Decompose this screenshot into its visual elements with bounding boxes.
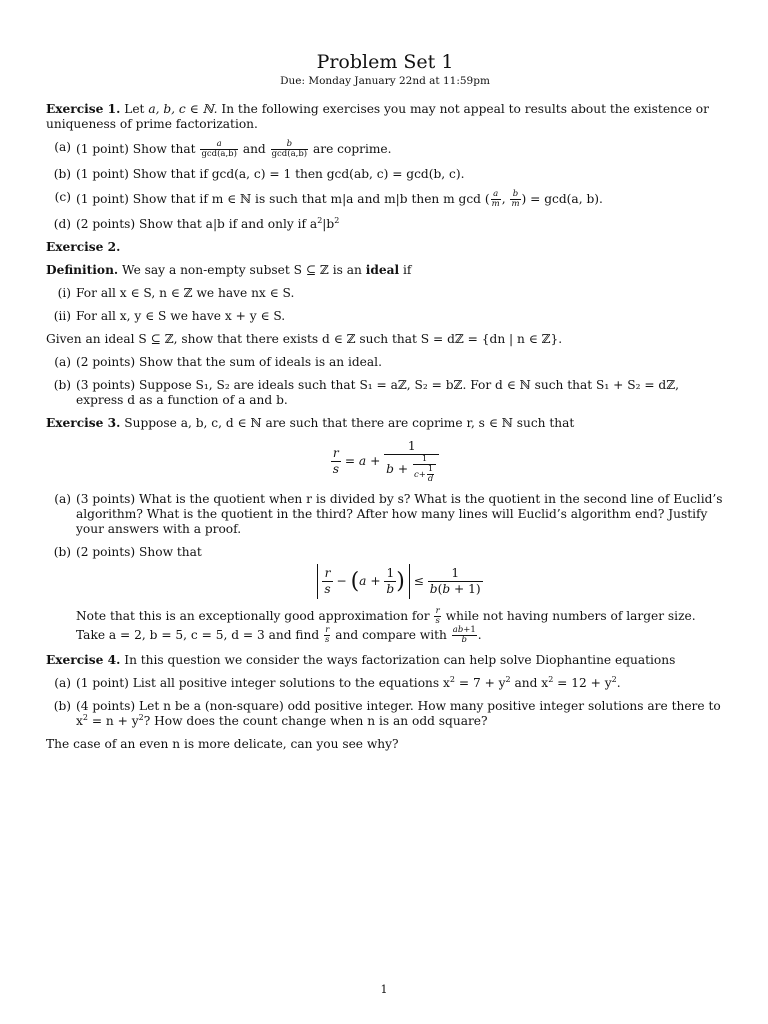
exercise-2b: (b) (3 points) Suppose S₁, S₂ are ideals such that S₁ = aℤ, S₂ = bℤ. For d ∈ ℕ such that S₁ + S₂ = dℤ, express d as a function of a and b. [53,378,680,407]
closing-remark: The case of an even n is more delicate, can you see why? [46,737,399,751]
exercise-2-parts [46,355,724,408]
exercise-3-heading: Exercise 3. [46,416,121,430]
document-page [46,50,724,760]
approximation-inequality: $\frac{r}{s}$ − (a + $\frac{1}{b}$ ) ≤ $\frac{1}{b(b + 1)}$ [76,564,724,599]
definition-conditions [46,286,724,324]
exercise-1d: (d) (2 points) Show that a|b if and only if $a^2|b^2$ [53,215,340,231]
page-title: Problem Set 1 [316,51,454,73]
condition-ii: (ii) For all x, y ∈ S we have x + y ∈ S. [53,309,286,323]
exercise-4-parts [46,676,724,729]
fraction-a-over-gcd: $\frac{a}{\gcd(a,b)}$ [201,139,237,159]
exercise-2-heading: Exercise 2. [46,240,121,254]
exercise-1-heading: Exercise 1. [46,102,121,116]
condition-i: (i) For all x ∈ S, n ∈ ℤ we have nx ∈ S. [57,286,295,300]
exercise-4-heading: Exercise 4. [46,653,121,667]
exercise-4-intro: Exercise 4. In this question we consider the ways factorization can help solve Diophantine equations [46,653,676,667]
exercise-1c: (c) (1 point) Show that if m ∈ ℕ is such that m|a and m|b then m gcd ( $\frac{a}{m}$ , $\frac{b}{m}$ ) = gcd(a, b). [54,189,603,209]
exercise-1-intro: Exercise 1. Let a, b, c ∈ ℕ. In the following exercises you may not appeal to results about the existence or uniqueness of prime factorization. [46,102,709,131]
fraction-b-over-gcd: $\frac{b}{\gcd(a,b)}$ [271,139,308,159]
exercise-3a: (a) (3 points) What is the quotient when r is divided by s? What is the quotient in the second line of Euclid’s algorithm? What is the quotient in the third? After how many lines will Euclid’s algorithm end? Justify your answers with a proof. [54,492,723,536]
exercise-4a: (a) (1 point) List all positive integer solutions to the equations $x^2 = 7 + y^2$ and $x^2 = 12 + y^2$. [54,674,621,690]
exercise-2-given: Given an ideal S ⊆ ℤ, show that there exists d ∈ ℤ such that S = dℤ = {dn | n ∈ ℤ}. [46,332,563,346]
exercise-2-heading-line [46,240,724,255]
exercise-1b: (b) (1 point) Show that if gcd(a, c) = 1 then gcd(ab, c) = gcd(b, c). [53,167,465,181]
exercise-3-parts [46,492,724,645]
page-number: 1 [380,983,388,996]
fraction-b-over-m: $\frac{b}{m}$ [511,189,520,209]
definition: Definition. We say a non-empty subset S ⊆ ℤ is an ideal if [46,263,412,277]
exercise-2a: (a) (2 points) Show that the sum of ideals is an ideal. [54,355,382,369]
exercise-4b: (b) (4 points) Let n be a (non-square) odd positive integer. How many positive integer solutions are there to $x^2 = n + y^2$? How does the count change when n is an odd square? [53,699,721,728]
exercise-1-parts [46,140,724,232]
fraction-a-over-m: $\frac{a}{m}$ [491,189,500,209]
continued-fraction-equation: $\frac{r}{s}$ = a + 1 b + 1 c+ $\frac{1}{d}$ [46,439,724,484]
exercise-3-intro: Exercise 3. Suppose a, b, c, d ∈ ℕ are such that there are coprime r, s ∈ ℕ such that [46,416,575,430]
exercise-1a: (a) (1 point) Show that $\frac{a}{\gcd(a,b)}$ and $\frac{b}{\gcd(a,b)}$ are coprime. [54,139,392,159]
due-date: Due: Monday January 22nd at 11:59pm [280,75,490,87]
exercise-3b: (b) (2 points) Show that $\frac{r}{s}$ − (a + $\frac{1}{b}$ ) ≤ $\frac{1}{b(b + 1)}$ Note that this is an exceptionally good approximation for $\frac{r}{s}$ while not having numbers of larger size. Take a = 2, b = 5, c = 5, d = 3 and find $\frac{r}{s}$ and compare with $\frac{ab+1}{b}$ . [46,545,724,645]
